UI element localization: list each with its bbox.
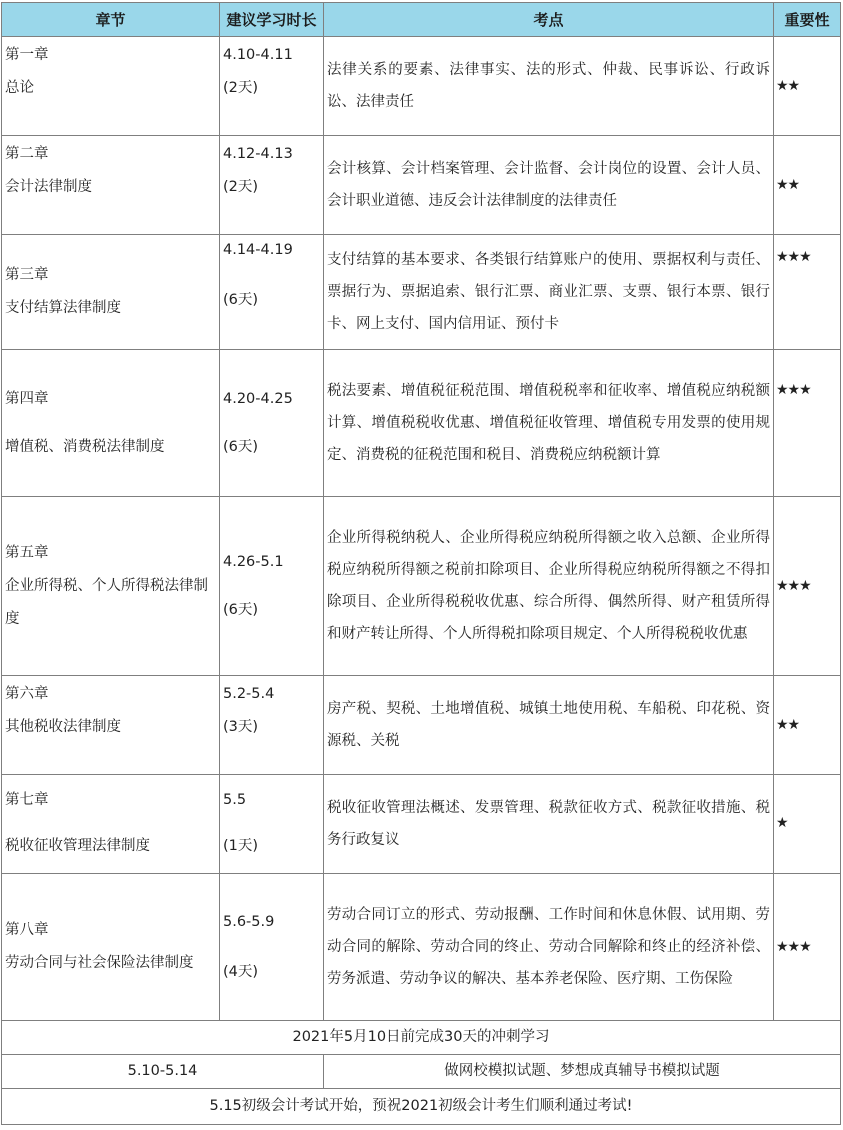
closing-note: 5.15初级会计考试开始，预祝2021初级会计考生们顺利通过考试! bbox=[2, 1089, 841, 1125]
points-cell: 劳动合同订立的形式、劳动报酬、工作时间和休息休假、试用期、劳动合同的解除、劳动合同的终止、劳动合同解除和终止的经济补偿、劳务派遣、劳动争议的解决、基本养老保险、医疗期、工伤保险 bbox=[324, 874, 774, 1021]
duration-cell: 4.14-4.19 (6天) bbox=[220, 235, 324, 350]
chapter-cell: 第六章 其他税收法律制度 bbox=[2, 676, 220, 775]
chapter-cell: 第八章 劳动合同与社会保险法律制度 bbox=[2, 874, 220, 1021]
table-row bbox=[2, 136, 841, 235]
chapter-cell: 第二章 会计法律制度 bbox=[2, 136, 220, 235]
table-row bbox=[2, 350, 841, 497]
table-row bbox=[2, 497, 841, 676]
importance-stars: ★★★ bbox=[774, 350, 841, 497]
duration-cell: 5.2-5.4 (3天) bbox=[220, 676, 324, 775]
importance-stars: ★★★ bbox=[774, 874, 841, 1021]
chapter-cell: 第一章 总论 bbox=[2, 37, 220, 136]
duration-cell: 4.10-4.11 (2天) bbox=[220, 37, 324, 136]
duration-cell: 5.6-5.9 (4天) bbox=[220, 874, 324, 1021]
chapter-cell: 第三章 支付结算法律制度 bbox=[2, 235, 220, 350]
duration-cell: 4.20-4.25 (6天) bbox=[220, 350, 324, 497]
table-row bbox=[2, 676, 841, 775]
closing-row bbox=[2, 1089, 841, 1125]
chapter-cell: 第四章 增值税、消费税法律制度 bbox=[2, 350, 220, 497]
header-points: 考点 bbox=[324, 3, 774, 37]
header-duration: 建议学习时长 bbox=[220, 3, 324, 37]
final-desc-cell: 做网校模拟试题、梦想成真辅导书模拟试题 bbox=[324, 1055, 841, 1089]
table-row bbox=[2, 235, 841, 350]
header-chapter: 章节 bbox=[2, 3, 220, 37]
study-plan-table bbox=[1, 2, 841, 1125]
table-row bbox=[2, 775, 841, 874]
summary-note: 2021年5月10日前完成30天的冲刺学习 bbox=[2, 1021, 841, 1055]
final-date-cell: 5.10-5.14 bbox=[2, 1055, 324, 1089]
points-cell: 税收征收管理法概述、发票管理、税款征收方式、税款征收措施、税务行政复议 bbox=[324, 775, 774, 874]
points-cell: 支付结算的基本要求、各类银行结算账户的使用、票据权利与责任、票据行为、票据追索、银行汇票、商业汇票、支票、银行本票、银行卡、网上支付、国内信用证、预付卡 bbox=[324, 235, 774, 350]
importance-stars: ★★★ bbox=[774, 235, 841, 350]
points-cell: 会计核算、会计档案管理、会计监督、会计岗位的设置、会计人员、会计职业道德、违反会计法律制度的法律责任 bbox=[324, 136, 774, 235]
points-cell: 房产税、契税、土地增值税、城镇土地使用税、车船税、印花税、资源税、关税 bbox=[324, 676, 774, 775]
chapter-cell: 第七章 税收征收管理法律制度 bbox=[2, 775, 220, 874]
points-cell: 税法要素、增值税征税范围、增值税税率和征收率、增值税应纳税额计算、增值税税收优惠、增值税征收管理、增值税专用发票的使用规定、消费税的征税范围和税目、消费税应纳税额计算 bbox=[324, 350, 774, 497]
importance-stars: ★★ bbox=[774, 37, 841, 136]
final-row bbox=[2, 1055, 841, 1089]
table-row bbox=[2, 874, 841, 1021]
duration-cell: 5.5 (1天) bbox=[220, 775, 324, 874]
duration-cell: 4.12-4.13 (2天) bbox=[220, 136, 324, 235]
importance-stars: ★★★ bbox=[774, 497, 841, 676]
duration-cell: 4.26-5.1 (6天) bbox=[220, 497, 324, 676]
table-row bbox=[2, 37, 841, 136]
points-cell: 企业所得税纳税人、企业所得税应纳税所得额之收入总额、企业所得税应纳税所得额之税前扣除项目、企业所得税应纳税所得额之不得扣除项目、企业所得税税收优惠、综合所得、偶然所得、财产租赁所得和财产转让所得、个人所得税扣除项目规定、个人所得税税收优惠 bbox=[324, 497, 774, 676]
importance-stars: ★★ bbox=[774, 676, 841, 775]
importance-stars: ★★ bbox=[774, 136, 841, 235]
header-importance: 重要性 bbox=[774, 3, 841, 37]
header-row bbox=[2, 3, 841, 37]
points-cell: 法律关系的要素、法律事实、法的形式、仲裁、民事诉讼、行政诉讼、法律责任 bbox=[324, 37, 774, 136]
chapter-cell: 第五章 企业所得税、个人所得税法律制度 bbox=[2, 497, 220, 676]
summary-row bbox=[2, 1021, 841, 1055]
importance-stars: ★ bbox=[774, 775, 841, 874]
